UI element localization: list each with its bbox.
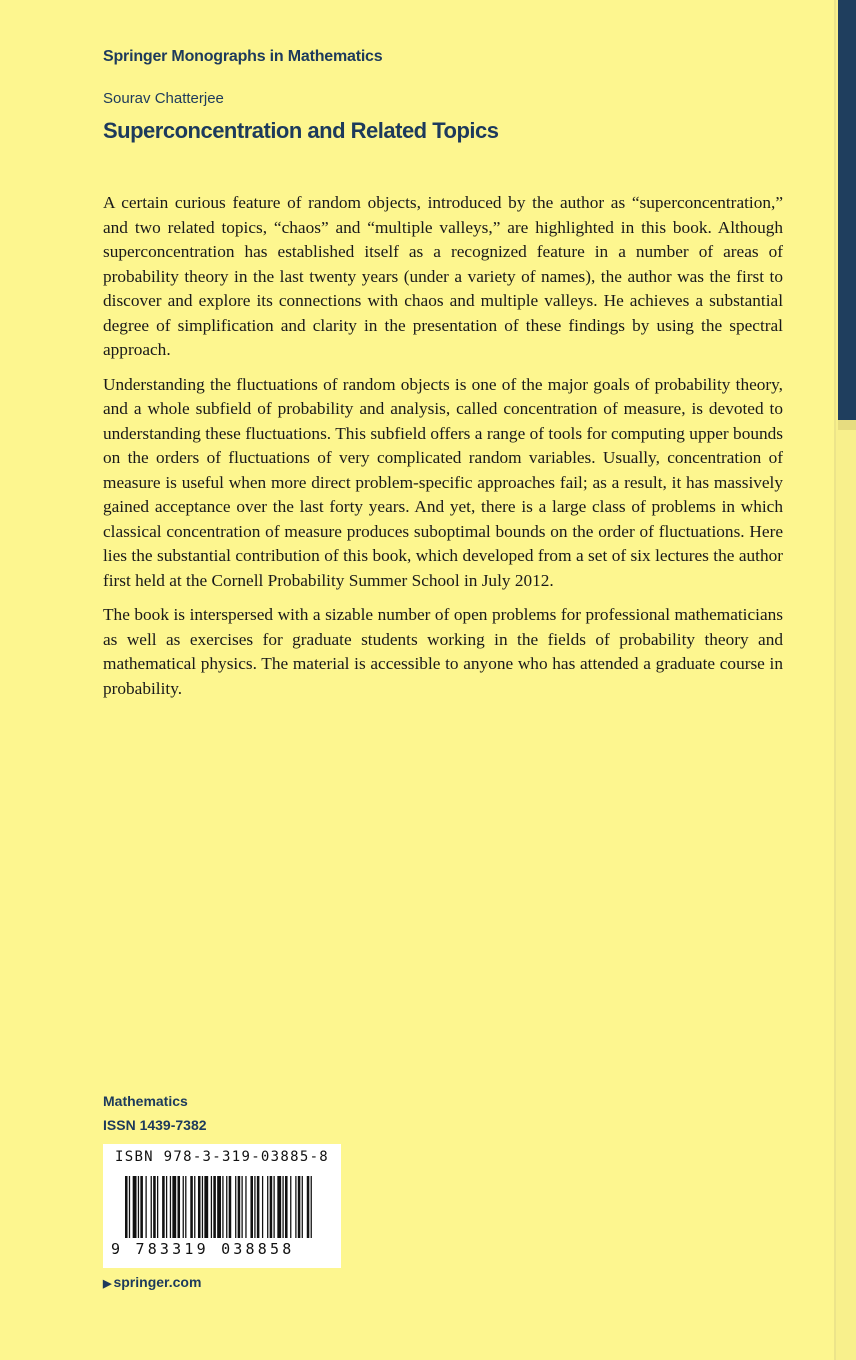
barcode-bar [190, 1176, 193, 1238]
barcode-bar [262, 1176, 263, 1238]
author-name: Sourav Chatterjee [103, 90, 224, 107]
isbn-label: ISBN 978-3-319-03885-8 [115, 1149, 330, 1165]
barcode-bar [202, 1176, 203, 1238]
barcode-bar [170, 1176, 171, 1238]
barcode-bar [166, 1176, 167, 1238]
barcode-graphic [125, 1176, 315, 1242]
barcode-bar [245, 1176, 246, 1238]
barcode-bar [298, 1176, 301, 1238]
barcode-bar [183, 1176, 184, 1238]
barcode-bar [204, 1176, 208, 1238]
barcode-bar [157, 1176, 158, 1238]
barcode-bar [270, 1176, 273, 1238]
barcode-bar [273, 1176, 274, 1238]
barcode-panel [103, 1144, 341, 1268]
barcode-bar [257, 1176, 260, 1238]
barcode-bar [145, 1176, 146, 1238]
barcode-bar [290, 1176, 291, 1238]
barcode-bar [311, 1176, 312, 1238]
barcode-bar [153, 1176, 156, 1238]
barcode-bar [238, 1176, 241, 1238]
barcode-bar [194, 1176, 195, 1238]
barcode-bar [140, 1176, 143, 1238]
barcode-bar [235, 1176, 236, 1238]
barcode-bar [198, 1176, 201, 1238]
spine-light-band [838, 420, 856, 430]
triangle-right-icon: ▶ [103, 1278, 112, 1290]
barcode-bar [129, 1176, 130, 1238]
spine-dark-band [838, 0, 856, 420]
website-label: springer.com [113, 1274, 202, 1290]
blurb-paragraph-1: A certain curious feature of random objects, introduced by the author as “superconcentration,” and two related topics, “chaos” and “multiple valleys,” are highlighted in this book. Although superconcentration has established itself as a recognized feature in a number of areas of probability theory in the last twenty years (under a variety of names), the author was the first to discover and explore its connections with chaos and multiple valleys. He achieves a substantial degree of simplification and clarity in the presentation of these findings by using the spectral approach. [103, 193, 783, 359]
ean-digits: 9 783319 038858 [111, 1240, 295, 1258]
series-name: Springer Monographs in Mathematics [103, 48, 383, 65]
barcode-bar [185, 1176, 186, 1238]
barcode-bar [226, 1176, 227, 1238]
barcode-bar [307, 1176, 310, 1238]
barcode-bar [211, 1176, 212, 1238]
website-link[interactable] [103, 1274, 201, 1290]
issn-label: ISSN 1439-7382 [103, 1117, 207, 1133]
barcode-bar [162, 1176, 165, 1238]
barcode-bar [172, 1176, 176, 1238]
barcode-bar [125, 1176, 128, 1238]
subject-label: Mathematics [103, 1093, 188, 1109]
barcode-bar [222, 1176, 223, 1238]
barcode-bar [217, 1176, 221, 1238]
blurb [103, 191, 783, 711]
barcode-bar [285, 1176, 288, 1238]
barcode-bar [138, 1176, 139, 1238]
barcode-bar [282, 1176, 283, 1238]
barcode-bar [151, 1176, 152, 1238]
blurb-paragraph-2: Understanding the fluctuations of random objects is one of the major goals of probability theory, and a whole subfield of probability and analysis, called concentration of measure, is devoted to understanding these fluctuations. This subfield offers a range of tools for computing upper bounds on the orders of fluctuations of very complicated random variables. Usually, concentration of measure is useful when more direct problem-specific approaches fail; as a result, it has massively gained acceptance over the last forty years. And yet, there is a large class of problems in which classical concentration of measure produces suboptimal bounds on the order of fluctuations. Here lies the substantial contribution of this book, which developed from a set of six lectures the author first held at the Cornell Probability Summer School in July 2012. [103, 374, 783, 590]
barcode-bar [267, 1176, 268, 1238]
blurb-paragraph-3: The book is interspersed with a sizable number of open problems for professional mathematicians as well as exercises for graduate students working in the fields of probability theory and mathematical physics. The material is accessible to anyone who has attended a graduate course in probability. [103, 605, 783, 698]
barcode-bar [254, 1176, 255, 1238]
barcode-bar [302, 1176, 303, 1238]
barcode-bar [213, 1176, 216, 1238]
barcode-bar [295, 1176, 296, 1238]
barcode-bar [277, 1176, 281, 1238]
barcode-bar [177, 1176, 180, 1238]
barcode-bar [229, 1176, 232, 1238]
barcode-bar [250, 1176, 253, 1238]
book-title: Superconcentration and Related Topics [103, 118, 499, 143]
barcode-bar [133, 1176, 137, 1238]
barcode-bar [241, 1176, 242, 1238]
